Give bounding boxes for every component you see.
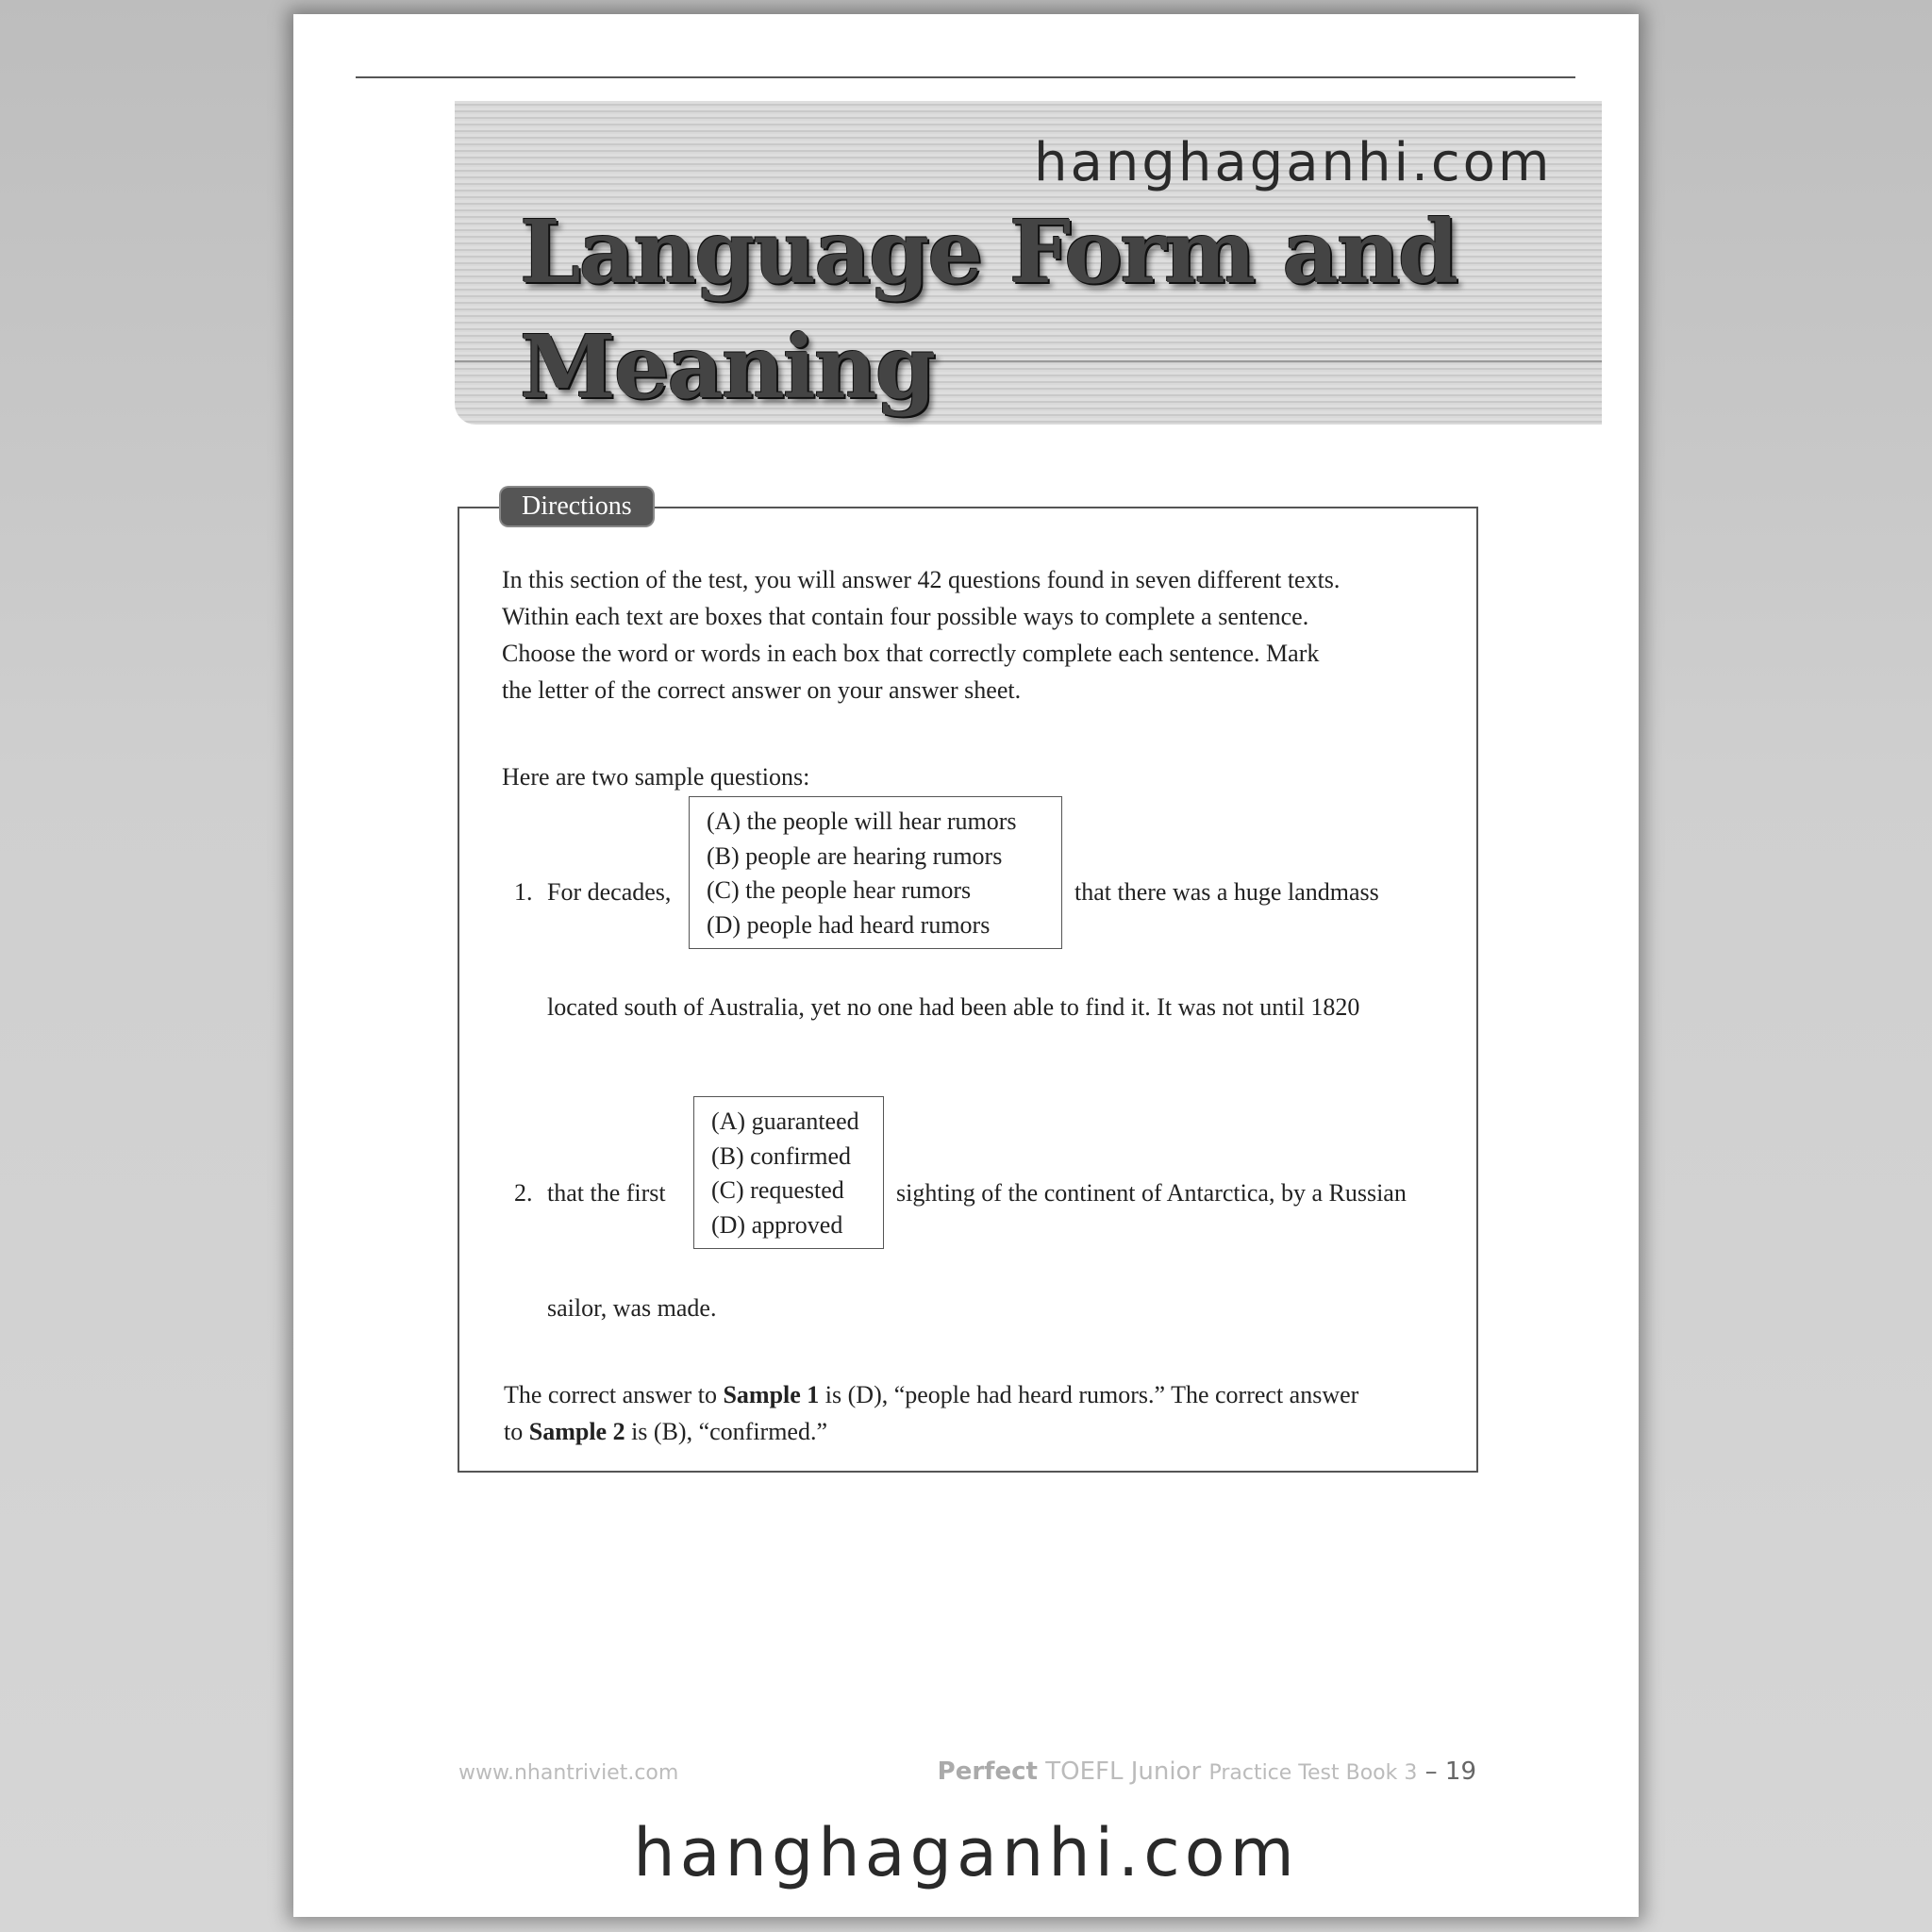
book-title: TOEFL Junior <box>1037 1757 1209 1786</box>
question-continuation: located south of Australia, yet no one had been able to find it. It was not until 1820 <box>547 993 1360 1021</box>
section-title-line2: Meaning <box>520 316 935 418</box>
directions-paragraph <box>502 561 1340 708</box>
header-rule <box>356 76 1575 78</box>
document-page <box>293 14 1639 1917</box>
paragraph-line: the letter of the correct answer on your answer sheet. <box>502 676 1022 704</box>
sample-intro: Here are two sample questions: <box>502 763 810 791</box>
option: (C) requested <box>711 1176 844 1204</box>
answer-text: is (B), “confirmed.” <box>625 1418 828 1445</box>
answer-text: The correct answer to <box>504 1381 724 1408</box>
option: (C) the people hear rumors <box>707 876 972 904</box>
sample-label: Sample 2 <box>528 1418 625 1445</box>
footer-website: www.nhantriviet.com <box>458 1761 679 1785</box>
book-subtitle: Practice Test Book 3 <box>1208 1761 1418 1785</box>
watermark-bottom: hanghaganhi.com <box>633 1814 1299 1891</box>
answer-explanation <box>504 1376 1358 1450</box>
option: (B) confirmed <box>711 1141 852 1170</box>
option: (A) guaranteed <box>711 1108 859 1135</box>
paragraph-line: Choose the word or words in each box that correctly complete each sentence. Mark <box>502 640 1320 667</box>
question-text-before: For decades, <box>547 878 672 906</box>
question-number: 1. <box>514 878 533 906</box>
answer-text: is (D), “people had heard rumors.” The correct answer <box>819 1381 1359 1408</box>
question-text-after: that there was a huge landmass <box>1074 878 1379 906</box>
option: (A) the people will hear rumors <box>707 808 1017 835</box>
question-text-after: sighting of the continent of Antarctica, by a Russian <box>896 1179 1407 1207</box>
answer-options-box <box>693 1096 884 1249</box>
paragraph-line: In this section of the test, you will answer 42 questions found in seven different texts. <box>502 566 1341 593</box>
footer-book-title <box>938 1757 1476 1786</box>
question-continuation: sailor, was made. <box>547 1294 717 1322</box>
question-number: 2. <box>514 1179 533 1207</box>
answer-text: to <box>504 1418 529 1445</box>
sample-label: Sample 1 <box>723 1381 820 1408</box>
page-number: – 19 <box>1417 1757 1476 1786</box>
section-title-line1: Language Form and <box>520 201 1457 303</box>
question-text-before: that the first <box>547 1179 666 1207</box>
paragraph-line: Within each text are boxes that contain four possible ways to complete a sentence. <box>502 603 1309 630</box>
watermark-top: hanghaganhi.com <box>1034 132 1553 193</box>
option: (B) people are hearing rumors <box>707 841 1003 870</box>
option: (D) people had heard rumors <box>707 910 991 939</box>
directions-label: Directions <box>501 488 653 525</box>
book-brand: Perfect <box>937 1757 1038 1786</box>
option: (D) approved <box>711 1210 843 1239</box>
answer-options-box <box>689 796 1062 949</box>
